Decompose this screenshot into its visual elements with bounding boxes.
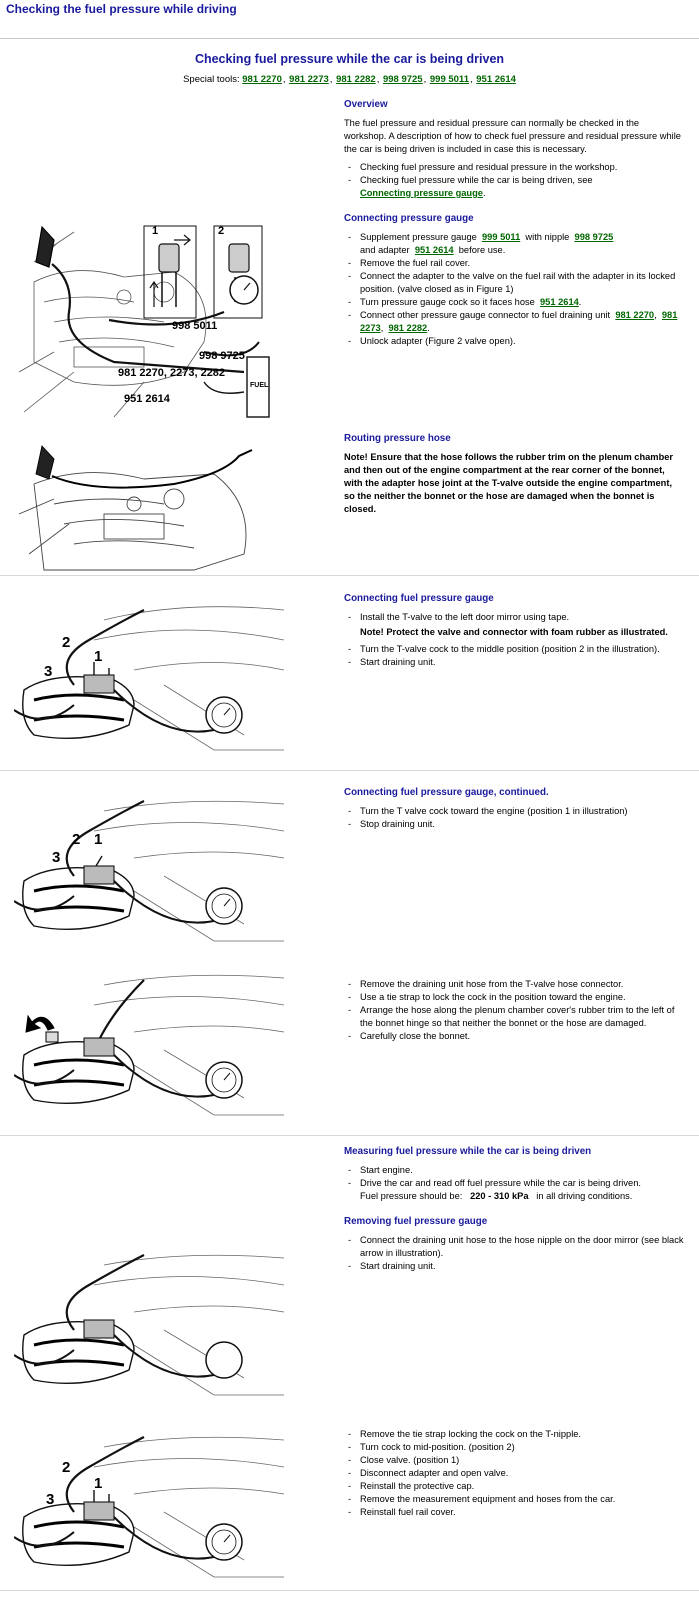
tool-link[interactable]: 981 2282 [388, 323, 428, 333]
tool-link[interactable]: 951 2614 [540, 297, 579, 307]
list-item: - Turn the T valve cock toward the engine (position 1 in illustration) [344, 805, 684, 818]
list-item: - Carefully close the bonnet. [344, 1030, 684, 1043]
svg-text:2: 2 [62, 634, 71, 651]
overview-title: Overview [344, 99, 388, 110]
svg-text:3: 3 [52, 849, 61, 866]
connecting-gauge-title: Connecting pressure gauge [344, 213, 474, 224]
engine-gauge-illustration [14, 222, 284, 422]
top-bar [0, 0, 699, 38]
connecting-fuel-title: Connecting fuel pressure gauge [344, 593, 494, 604]
list-item: - Reinstall the protective cap. [344, 1480, 684, 1493]
overview-section [344, 98, 684, 200]
svg-text:3: 3 [46, 1491, 55, 1508]
list-item: - Remove the draining unit hose from the T-valve hose connector. [344, 978, 684, 991]
routing-section [344, 432, 684, 520]
list-item: - Stop draining unit. [344, 818, 684, 831]
mirror-illustration-1 [14, 600, 284, 770]
list-item: - Checking fuel pressure and residual pressure in the workshop. [344, 161, 684, 174]
mirror-illustration-3 [14, 970, 284, 1130]
special-tools-label: Special tools: [183, 74, 240, 85]
remove-hose-section [344, 978, 684, 1043]
svg-text:1: 1 [94, 648, 103, 665]
list-item: - Reinstall fuel rail cover. [344, 1506, 684, 1519]
svg-text:951 2614: 951 2614 [124, 393, 170, 405]
list-item: - Supplement pressure gauge 999 5011 with nipple 998 9725 and adapter 951 2614 before use. [344, 231, 684, 257]
list-item: - Start draining unit. [344, 656, 684, 669]
list-item: - Drive the car and read off fuel pressure while the car is being driven. Fuel pressure should be: 220 - 310 kPa in all driving conditions. [344, 1177, 684, 1203]
connecting-fuel-note: Note! Protect the valve and connector with foam rubber as illustrated. [360, 627, 668, 637]
fuel-pressure-value: 220 - 310 kPa [470, 1191, 529, 1201]
list-item: - Connect other pressure gauge connector to fuel draining unit 981 2270, 981 2273, 981 2282. [344, 309, 684, 335]
svg-text:2: 2 [62, 1459, 71, 1476]
svg-text:2: 2 [218, 225, 225, 237]
connector-left-icon [36, 227, 54, 267]
list-item: - Start draining unit. [344, 1260, 684, 1273]
mirror-illustration-2 [14, 796, 284, 956]
tool-link[interactable]: 998 9725 [382, 74, 423, 85]
list-item: - Arrange the hose along the plenum chamber cover's rubber trim to the left of the bonnet hinge so that neither the bonnet or the hose are damaged. [344, 1004, 684, 1030]
svg-text:998 9725: 998 9725 [199, 350, 245, 362]
tool-link[interactable]: 981 2273 [360, 310, 678, 333]
list-item: - Remove the tie strap locking the cock on the T-nipple. [344, 1428, 684, 1441]
page-header-title: Checking the fuel pressure while driving [6, 2, 237, 16]
list-item: - Close valve. (position 1) [344, 1454, 684, 1467]
list-item: - Checking fuel pressure while the car is being driven, see Connecting pressure gauge. [344, 174, 684, 200]
section-divider [0, 1135, 699, 1136]
arrow-curved-icon [26, 1016, 54, 1032]
tool-link[interactable]: 981 2270 [242, 74, 282, 85]
connecting-gauge-section [344, 212, 684, 348]
tool-link[interactable]: 951 2614 [414, 245, 454, 255]
list-item: - Turn pressure gauge cock so it faces hose 951 2614. [344, 296, 684, 309]
removing-section [344, 1215, 684, 1273]
tool-link[interactable]: 999 5011 [481, 232, 521, 242]
list-item: - Unlock adapter (Figure 2 valve open). [344, 335, 684, 348]
section-divider [0, 1590, 699, 1591]
measuring-section [344, 1145, 684, 1203]
mirror-illustration-5 [14, 1432, 284, 1592]
connecting-pressure-gauge-link[interactable]: Connecting pressure gauge [360, 188, 483, 198]
list-item: - Connect the draining unit hose to the hose nipple on the door mirror (see black arrow in illustration). [344, 1234, 684, 1260]
svg-text:1: 1 [152, 225, 159, 237]
svg-text:1: 1 [94, 831, 103, 848]
final-section [344, 1428, 684, 1519]
mirror-illustration-4 [14, 1250, 284, 1410]
measuring-title: Measuring fuel pressure while the car is being driven [344, 1146, 592, 1157]
list-item: - Start engine. [344, 1164, 684, 1177]
routing-title: Routing pressure hose [344, 433, 451, 444]
svg-text:1: 1 [94, 1475, 103, 1492]
tool-link[interactable]: 981 2270 [615, 310, 655, 320]
list-item: - Connect the adapter to the valve on the fuel rail with the adapter in its locked position. (valve closed as in Figure 1) [344, 270, 684, 296]
routing-illustration [14, 444, 264, 572]
list-item: - Turn cock to mid-position. (position 2) [344, 1441, 684, 1454]
list-item: - Install the T-valve to the left door mirror using tape. [344, 611, 684, 624]
header-divider [0, 38, 699, 39]
tool-link[interactable]: 951 2614 [476, 74, 516, 85]
list-item: - Remove the fuel rail cover. [344, 257, 684, 270]
svg-text:998 5011: 998 5011 [172, 320, 218, 332]
list-item: - Disconnect adapter and open valve. [344, 1467, 684, 1480]
svg-text:3: 3 [44, 663, 53, 680]
tool-link[interactable]: 981 2282 [336, 74, 376, 85]
removing-title: Removing fuel pressure gauge [344, 1216, 488, 1227]
section-divider [0, 575, 699, 576]
tool-link[interactable]: 999 5011 [429, 74, 469, 85]
tool-link[interactable]: 981 2273 [289, 74, 329, 85]
overview-paragraph: The fuel pressure and residual pressure can normally be checked in the workshop. A description of how to check fuel pressure and residual pressure while the car is being driven is included in case this is necessary. [344, 118, 681, 154]
main-title: Checking fuel pressure while the car is being driven [194, 52, 505, 66]
list-item: - Use a tie strap to lock the cock in the position toward the engine. [344, 991, 684, 1004]
connecting-cont-section [344, 786, 684, 831]
routing-note: Note! Ensure that the hose follows the rubber trim on the plenum chamber and then out of the engine compartment at the rear corner of the bonnet, with the adapter hose joint at the T-valve outside the engine compartment, so the neither the bonnet or the hose are damaged when the bonnet is closed. [344, 452, 674, 514]
tool-link[interactable]: 998 9725 [574, 232, 614, 242]
connecting-cont-title: Connecting fuel pressure gauge, continued. [344, 787, 549, 798]
connecting-fuel-section [344, 592, 684, 669]
section-divider [0, 770, 699, 771]
list-item: - Turn the T-valve cock to the middle position (position 2 in the illustration). [344, 643, 684, 656]
svg-text:981 2270, 2273, 2282: 981 2270, 2273, 2282 [118, 367, 226, 379]
svg-text:2: 2 [72, 831, 81, 848]
special-tools-line: Special tools: 981 2270, 981 2273, 981 2282, 998 9725, 999 5011, 951 2614 [183, 74, 516, 85]
svg-text:FUEL: FUEL [250, 382, 269, 389]
list-item: - Remove the measurement equipment and hoses from the car. [344, 1493, 684, 1506]
